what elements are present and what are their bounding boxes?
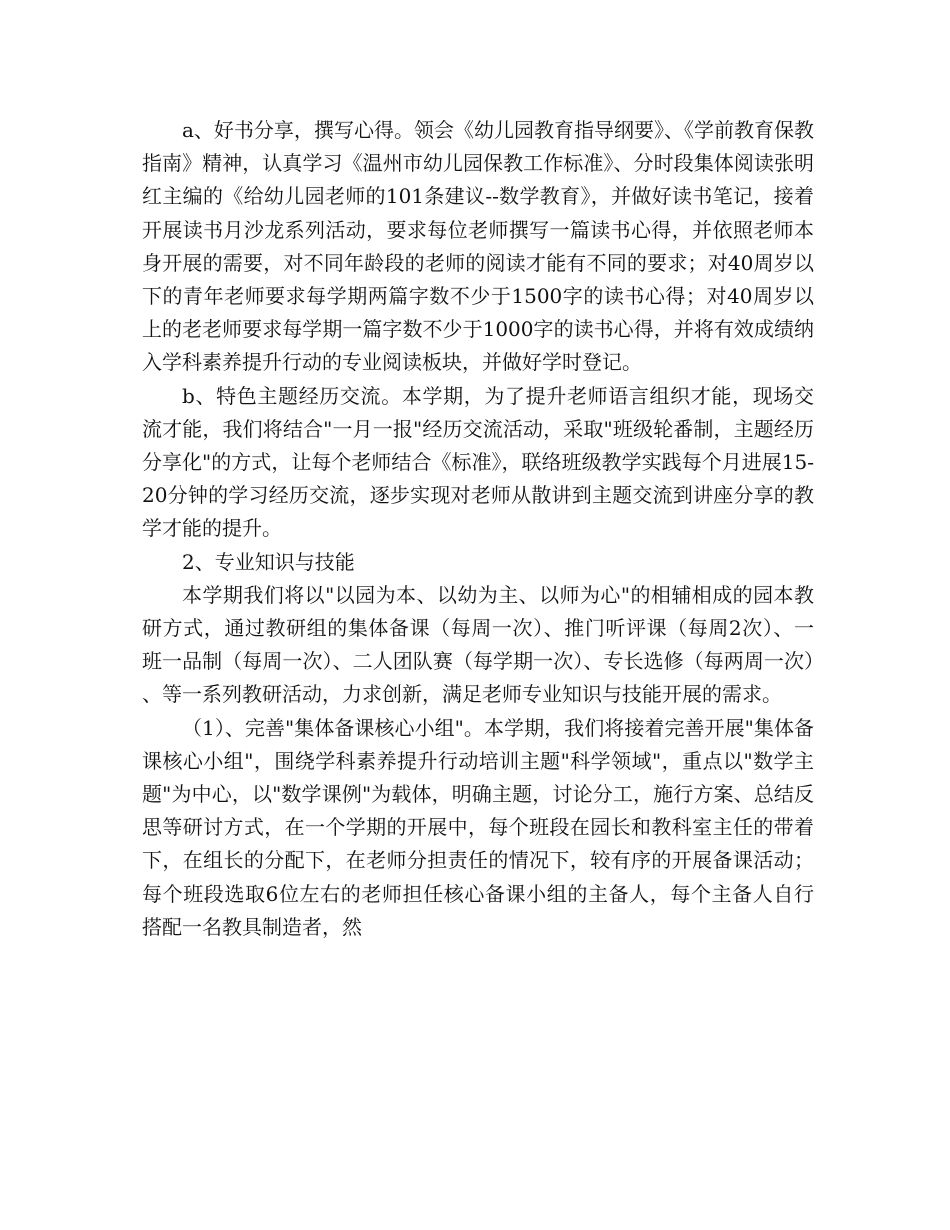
document-body [142, 114, 814, 944]
paragraph-reading-sharing: a、好书分享，撰写心得。领会《幼儿园教育指导纲要》、《学前教育保教指南》精神，认真学习《温州市幼儿园保教工作标准》、分时段集体阅读张明红主编的《给幼儿园老师的101条建议--数学教育》，并做好读书笔记，接着开展读书月沙龙系列活动，要求每位老师撰写一篇读书心得，并依照老师本身开展的需要，对不同年龄段的老师的阅读才能有不同的要求；对40周岁以下的青年老师要求每学期两篇字数不少于1500字的读书心得；对40周岁以上的老老师要求每学期一篇字数不少于1000字的读书心得，并将有效成绩纳入学科素养提升行动的专业阅读板块，并做好学时登记。 [142, 118, 814, 375]
paragraph-lesson-prep-group: （1）、完善"集体备课核心小组"。本学期，我们将接着完善开展"集体备课核心小组"，围绕学科素养提升行动培训主题"科学领域"，重点以"数学主题"为中心，以"数学课例"为载体，明确主题，讨论分工，施行方案、总结反思等研讨方式，在一个学期的开展中，每个班段在园长和教科室主任的带着下，在组长的分配下，在老师分担责任的情况下，较有序的开展备课活动；每个班段选取6位左右的老师担任核心备课小组的主备人，每个主备人自行搭配一名教具制造者，然 [142, 715, 814, 939]
paragraph-theme-exchange: b、特色主题经历交流。本学期，为了提升老师语言组织才能，现场交流才能，我们将结合"一月一报"经历交流活动，采取"班级轮番制，主题经历分享化"的方式，让每个老师结合《标准》，联络班级教学实践每个月进展15-20分钟的学习经历交流，逐步实现对老师从散讲到主题交流到讲座分享的教学才能的提升。 [142, 383, 814, 541]
section-heading-professional-skills: 2、专业知识与技能 [182, 549, 355, 574]
paragraph-teaching-research: 本学期我们将以"以园为本、以幼为主、以师为心"的相辅相成的园本教研方式，通过教研组的集体备课（每周一次）、推门听评课（每周2次）、一班一品制（每周一次）、二人团队赛（每学期一次）、专长选修（每两周一次）、等一系列教研活动，力求创新，满足老师专业知识与技能开展的需求。 [142, 582, 814, 707]
